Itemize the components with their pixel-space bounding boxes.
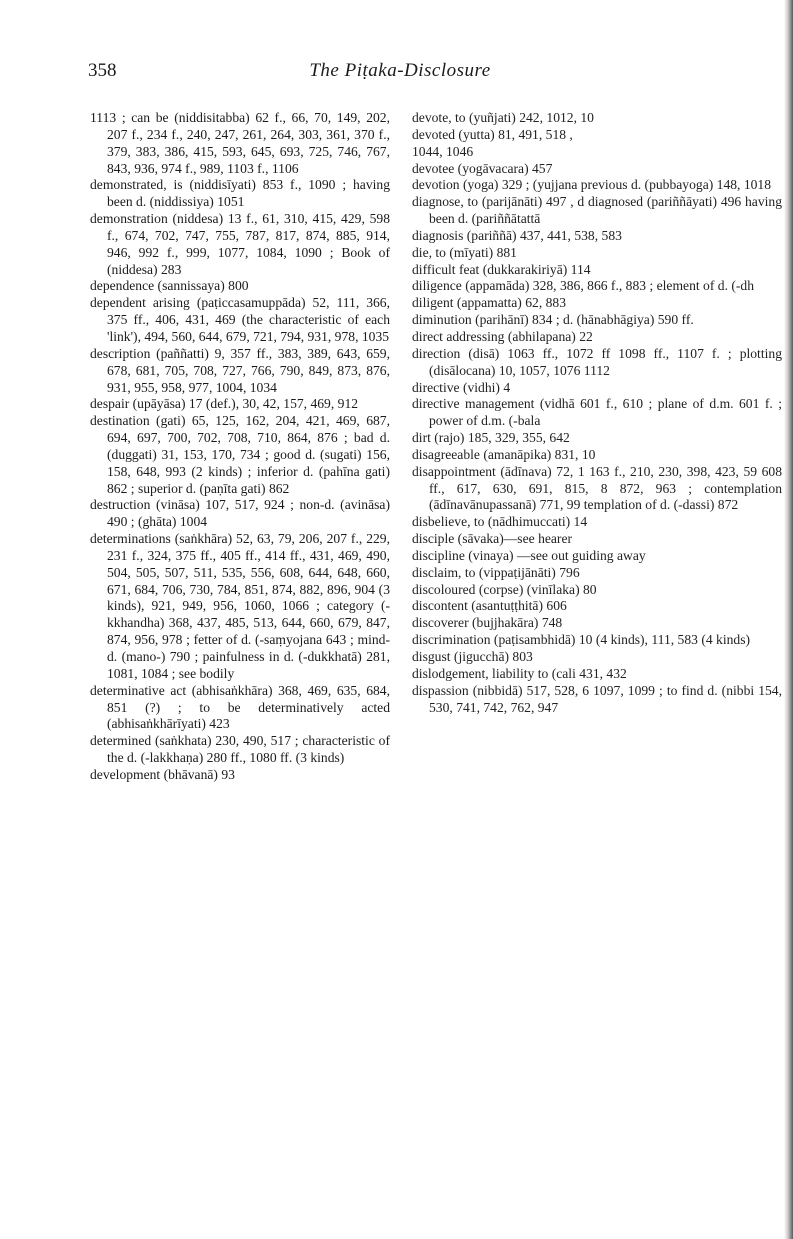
index-entry: dirt (rajo) 185, 329, 355, 642 (412, 430, 570, 446)
index-entry: diagnose, to (parijānāti) 497 , d diagnosed (pariññāyati) 496 having been d. (pariññātattā (412, 194, 782, 227)
index-entry: diagnosis (pariññā) 437, 441, 538, 583 (412, 227, 622, 243)
index-entry: discoverer (bujjhakāra) 748 (412, 615, 563, 631)
index-entry: demonstration (niddesa) 13 f., 61, 310, 415, 429, 598 f., 674, 702, 747, 755, 787, 817, 874, 885, 914, 946, 992 f., 999, 1077, 1084, 1090 ; Book of (niddesa) 283 (90, 211, 390, 277)
index-entry: description (paññatti) 9, 357 ff., 383, 389, 643, 659, 678, 681, 705, 708, 727, 766, 790, 849, 873, 876, 931, 955, 958, 977, 1004, 1034 (90, 345, 390, 395)
index-entry: 1044, 1046 (412, 143, 474, 159)
index-entry: die, to (mīyati) 881 (412, 244, 517, 260)
index-entry: determinations (saṅkhāra) 52, 63, 79, 206, 207 f., 229, 231 f., 324, 375 ff., 405 ff., 414 ff., 431, 469, 490, 504, 505, 507, 511, 535, 556, 608, 644, 648, 660, 671, 684, 706, 730, 784, 851, 874, 882, 896, 904 (3 kinds), 921, 949, 956, 1060, 1066 ; category (-kkhandha) 368, 437, 485, 513, 644, 660, 679, 847, 874, 956, 978 ; fetter of d. (-saṃyojana 643 ; mind-d. (mano-) 790 ; painfulness in d. (-dukkhatā) 281, 1081, 1084 ; see bodily (90, 531, 390, 681)
index-entry: devoted (yutta) 81, 491, 518 , (412, 126, 573, 142)
index-entry: direction (disā) 1063 ff., 1072 ff 1098 ff., 1107 f. ; plotting (disālocana) 10, 1057, 1076 1112 (412, 345, 782, 378)
index-entry: disappointment (ādīnava) 72, 1 163 f., 210, 230, 398, 423, 59 608 ff., 617, 630, 691, 815, 8 872, 963 ; contemplation (ādīnavānupassanā) 771, 99 templation of d. (-dassi) 872 (412, 463, 782, 513)
index-entry: diligence (appamāda) 328, 386, 866 f., 883 ; element of d. (-dh (412, 278, 755, 294)
index-entry: despair (upāyāsa) 17 (def.), 30, 42, 157, 469, 912 (90, 396, 359, 412)
index-entry: disagreeable (amanāpika) 831, 10 (412, 446, 596, 462)
index-entry: determined (saṅkhata) 230, 490, 517 ; characteristic of the d. (-lakkhaṇa) 280 ff., 1080 ff. (3 kinds) (90, 733, 390, 766)
index-entry: diminution (parihānī) 834 ; d. (hānabhāgiya) 590 ff. (412, 312, 694, 328)
index-entry: directive management (vidhā 601 f., 610 ; plane of d.m. 601 f. ; power of d.m. (-bala (412, 396, 782, 429)
index-entry: dislodgement, liability to (cali 431, 432 (412, 665, 627, 681)
page-edge-shadow (784, 0, 793, 1239)
index-entry: devotion (yoga) 329 ; (yujjana previous d. (pubbayoga) 148, 1018 (412, 177, 772, 193)
running-title: The Piṭaka-Disclosure (309, 60, 491, 81)
index-entry: disbelieve, to (nādhimuccati) 14 (412, 514, 588, 530)
index-entry: demonstrated, is (niddisīyati) 853 f., 1090 ; having been d. (niddissiya) 1051 (90, 177, 390, 210)
index-column-left (90, 110, 390, 784)
index-entry: dispassion (nibbidā) 517, 528, 6 1097, 1099 ; to find d. (nibbi 154, 530, 741, 742, 762, 947 (412, 682, 782, 715)
index-entry: development (bhāvanā) 93 (90, 766, 235, 782)
index-entry: discontent (asantuṭṭhitā) 606 (412, 598, 567, 614)
page-number: 358 (88, 60, 117, 81)
index-entry: directive (vidhi) 4 (412, 379, 511, 395)
index-entry: devotee (yogāvacara) 457 (412, 160, 553, 176)
index-entry: destination (gati) 65, 125, 162, 204, 421, 469, 687, 694, 697, 700, 702, 708, 710, 864, 876 ; bad d. (duggati) 31, 153, 170, 734 ; good d. (sugati) 156, 158, 648, 993 (2 kinds) ; inferior d. (pahīna gati) 862 ; superior d. (paṇīta gati) 862 (90, 413, 390, 496)
index-entry: destruction (vināsa) 107, 517, 924 ; non-d. (avināsa) 490 ; (ghāta) 1004 (90, 497, 390, 530)
index-entry: dependent arising (paṭiccasamuppāda) 52, 111, 366, 375 ff., 406, 431, 469 (the characteristic of each 'link'), 494, 560, 644, 679, 721, 794, 931, 978, 1035 (90, 295, 390, 344)
index-entry: determinative act (abhisaṅkhāra) 368, 469, 635, 684, 851 (?) ; to be determinatively acted (abhisaṅkhārīyati) 423 (90, 682, 390, 732)
index-entry: devote, to (yuñjati) 242, 1012, 10 (412, 110, 594, 125)
index-entry: disclaim, to (vippaṭijānāti) 796 (412, 564, 580, 580)
index-entry: discoloured (corpse) (vinīlaka) 80 (412, 581, 597, 597)
index-entry: 1113 ; can be (niddisitabba) 62 f., 66, 70, 149, 202, 207 f., 234 f., 240, 247, 261, 264, 303, 361, 370 f., 379, 383, 386, 415, 593, 645, 693, 725, 746, 767, 843, 936, 974 f., 989, 1103 f., 1106 (90, 110, 390, 176)
index-entry: direct addressing (abhilapana) 22 (412, 328, 593, 344)
index-entry: difficult feat (dukkarakiriyā) 114 (412, 261, 591, 277)
index-entry: discrimination (paṭisambhidā) 10 (4 kinds), 111, 583 (4 kinds) (412, 632, 751, 648)
index-entry: disciple (sāvaka)—see hearer (412, 531, 573, 547)
index-entry: diligent (appamatta) 62, 883 (412, 295, 567, 311)
index-entry: disgust (jigucchā) 803 (412, 649, 533, 664)
index-column-right (412, 110, 782, 716)
index-entry: dependence (sannissaya) 800 (90, 278, 249, 294)
index-entry: discipline (vinaya) —see out guiding away (412, 547, 646, 563)
